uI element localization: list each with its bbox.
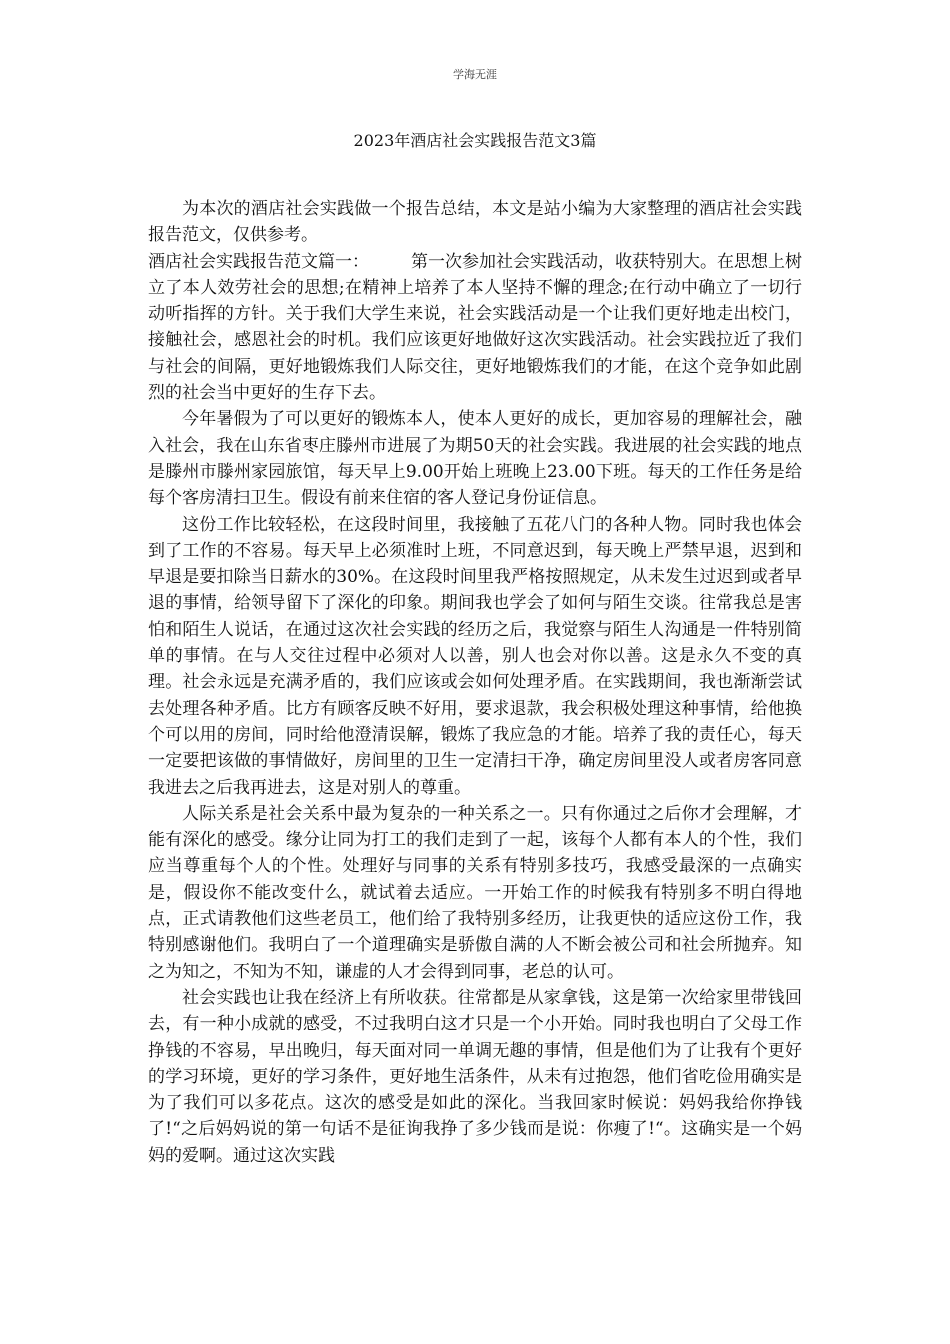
page-header: 学海无涯 bbox=[453, 68, 497, 81]
body-paragraph: 今年暑假为了可以更好的锻炼本人，使本人更好的成长，更加容易的理解社会，融入社会，我在山东省枣庄滕州市进展了为期50天的社会实践。我进展的社会实践的地点是滕州市滕州家园旅馆，每天早上9.00开始上班晚上23.00下班。每天的工作任务是给每个客房清扫卫生。假设有前来住宿的客人登记身份证信息。 bbox=[148, 409, 802, 509]
body-paragraph: 社会实践也让我在经济上有所收获。往常都是从家拿钱，这是第一次给家里带钱回去，有一种小成就的感受，不过我明白这才只是一个小开始。同时我也明白了父母工作挣钱的不容易，早出晚归，每天面对同一单调无趣的事情，但是他们为了让我有个更好的学习环境，更好的学习条件，更好地生活条件，从未有过抱怨，他们省吃俭用确实是为了我们可以多花点。这次的感受是如此的深化。当我回家时候说：妈妈我给你挣钱了!“之后妈妈说的第一句话不是征询我挣了多少钱而是说：你瘦了!“。这确实是一个妈妈的爱啊。通过这次实践 bbox=[148, 987, 802, 1166]
document-body bbox=[148, 196, 802, 1169]
section-label: 酒店社会实践报告范文篇一： bbox=[148, 251, 369, 272]
section-paragraph bbox=[148, 249, 802, 407]
section-first-text: 第一次参加社会实践活动，收获特别大。在思想上树立了本人效劳社会的思想;在精神上培养了本人坚持不懈的理念;在行动中确立了一切行动听指挥的方针。关于我们大学生来说，社会实践活动是一个让我们更好地走出校门，接触社会，感恩社会的时机。我们应该更好地做好这次实践活动。社会实践拉近了我们与社会的间隔，更好地锻炼我们人际交往，更好地锻炼我们的才能，在这个竞争如此剧烈的社会当中更好的生存下去。 bbox=[148, 251, 802, 404]
body-paragraph: 人际关系是社会关系中最为复杂的一种关系之一。只有你通过之后你才会理解，才能有深化的感受。缘分让同为打工的我们走到了一起，该每个人都有本人的个性，我们应当尊重每个人的个性。处理好与同事的关系有特别多技巧，我感受最深的一点确实是，假设你不能改变什么，就试着去适应。一开始工作的时候我有特别多不明白得地点，正式请教他们这些老员工，他们给了我特别多经历，让我更快的适应这份工作，我特别感谢他们。我明白了一个道理确实是骄傲自满的人不断会被公司和社会所抛弃。知之为知之，不知为不知，谦虚的人才会得到同事，老总的认可。 bbox=[148, 803, 802, 982]
document-title: 2023年酒店社会实践报告范文3篇 bbox=[353, 131, 597, 150]
intro-paragraph: 为本次的酒店社会实践做一个报告总结，本文是站小编为大家整理的酒店社会实践报告范文，仅供参考。 bbox=[148, 199, 802, 246]
body-paragraph: 这份工作比较轻松，在这段时间里，我接触了五花八门的各种人物。同时我也体会到了工作的不容易。每天早上必须准时上班，不同意迟到，每天晚上严禁早退，迟到和早退是要扣除当日薪水的30%。在这段时间里我严格按照规定，从未发生过迟到或者早退的事情，给领导留下了深化的印象。期间我也学会了如何与陌生交谈。往常我总是害怕和陌生人说话，在通过这次社会实践的经历之后，我觉察与陌生人沟通是一件特别简单的事情。在与人交往过程中必须对人以善，别人也会对你以善。这是永久不变的真理。社会永远是充满矛盾的，我们应该或会如何处理矛盾。在实践期间，我也渐渐尝试去处理各种矛盾。比方有顾客反映不好用，要求退款，我会积极处理这种事情，给他换个可以用的房间，同时给他澄清误解，锻炼了我应急的才能。培养了我的责任心，每天一定要把该做的事情做好，房间里的卫生一定清扫干净，确定房间里没人或者房客同意我进去之后我再进去，这是对别人的尊重。 bbox=[148, 514, 802, 798]
